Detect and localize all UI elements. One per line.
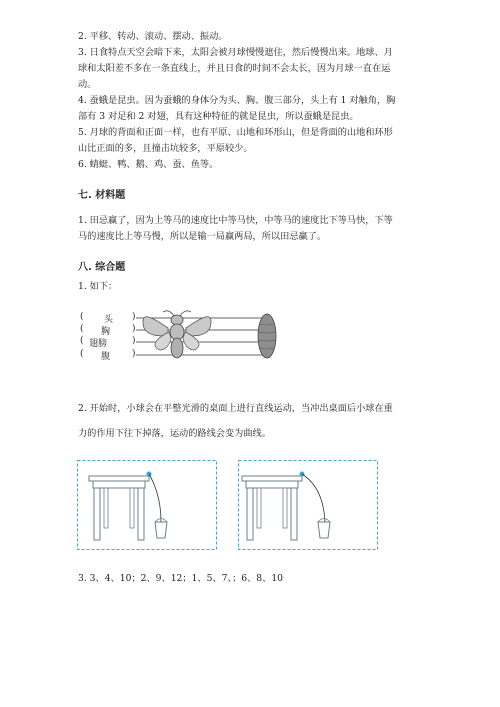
section-8-q2-line1: 2. 开始时，小球会在平整光滑的桌面上进行直线运动，当冲出桌面后小球在重 — [78, 403, 393, 414]
answer-5-line1: 5. 月球的背面和正面一样，也有平原、山地和环形山，但是背面的山地和环形 — [78, 127, 393, 138]
section-7-title: 七. 材料题 — [78, 190, 126, 201]
answer-5-line2: 山比正面的多，且撞击坑较多，平原较少。 — [78, 143, 253, 154]
answer-4-line1: 4. 蚕蛾是昆虫。因为蚕蛾的身体分为头、胸、腹三部分，头上有 1 对触角，胸 — [78, 95, 396, 106]
section-8-title: 八. 综合题 — [78, 262, 126, 273]
answer-2: 2. 平移、转动、滚动、摆动、振动。 — [78, 31, 228, 42]
answer-3-line1: 3. 日食特点天空会暗下来，太阳会被月球慢慢遮住，然后慢慢出来。地球、月 — [78, 47, 393, 58]
answer-3-line2: 球和太阳差不多在一条直线上，并且日食的时间不会太长，因为月球一直在运 — [78, 63, 391, 74]
ball-trajectory-diagram-left — [77, 460, 217, 550]
answer-3-line3: 动。 — [78, 79, 97, 90]
cocoon-icon — [258, 314, 276, 358]
moth-and-cocoon-figure — [136, 306, 326, 366]
answer-6: 6. 蜻蜓、鸭、鹅、鸡、蚕、鱼等。 — [78, 159, 219, 170]
section-8-q2-line2: 力的作用下往下掉落，运动的路线会变为曲线。 — [78, 428, 271, 439]
section-7-answer-line1: 1. 田忌赢了，因为上等马的速度比中等马快，中等马的速度比下等马快，下等 — [78, 215, 393, 226]
answer-4-line2: 部有 3 对足和 2 对翅，具有这种特征的就是昆虫，所以蚕蛾是昆虫。 — [78, 111, 359, 122]
section-8-q3: 3. 3、4、10；2、9、12；1、5、7、；6、8、10 — [78, 573, 284, 584]
section-7-answer-line2: 马的速度比上等马慢，所以是输一局赢两局，所以田忌赢了。 — [78, 231, 327, 242]
ball-trajectory-diagram-right — [238, 460, 378, 550]
section-8-q1: 1. 如下： — [78, 281, 118, 292]
bucket-icon — [318, 519, 330, 539]
answer-page: 2. 平移、转动、滚动、摆动、振动。 3. 日食特点天空会暗下来，太阳会被月球慢慢遮住，然后慢慢出来。地球、月 球和太阳差不多在一条直线上，并且日食的时间不会太长，因为月球一直在运 动。 4. 蚕蛾是昆虫。因为蚕蛾的身体分为头、胸、腹三部分，头上有 1 对触角，胸 部有 3 对足和 2 对翅，具有这种特征的就是昆虫，所以蚕蛾是昆虫。 5. 月球的背面和正面一样，也有平原、山地和环形山，但是背面的山地和环形 山比正面的多，且撞击坑较多，平原较少。 6. 蜻蜓、鸭、鹅、鸡、蚕、鱼等。 七. 材料题 1. 田忌赢了，因为上等马的速度比中等马快，中等马的速度比下等马快，下等 马的速度比上等马慢，所以是输一局赢两局，所以田忌赢了。 八. 综合题 1. 如下： ( 头 ) ( 胸 ) ( 翅膀 ) ( 腹 ) 2. 开始时，小球会在平整光滑的桌面上进行直线运动，当冲出桌面后小球在重 力的作用下往下掉落，运动的路线会变为曲线。 3. 3、4、10；2、9、12；1、5、7、；6、8、10 — [0, 0, 500, 707]
